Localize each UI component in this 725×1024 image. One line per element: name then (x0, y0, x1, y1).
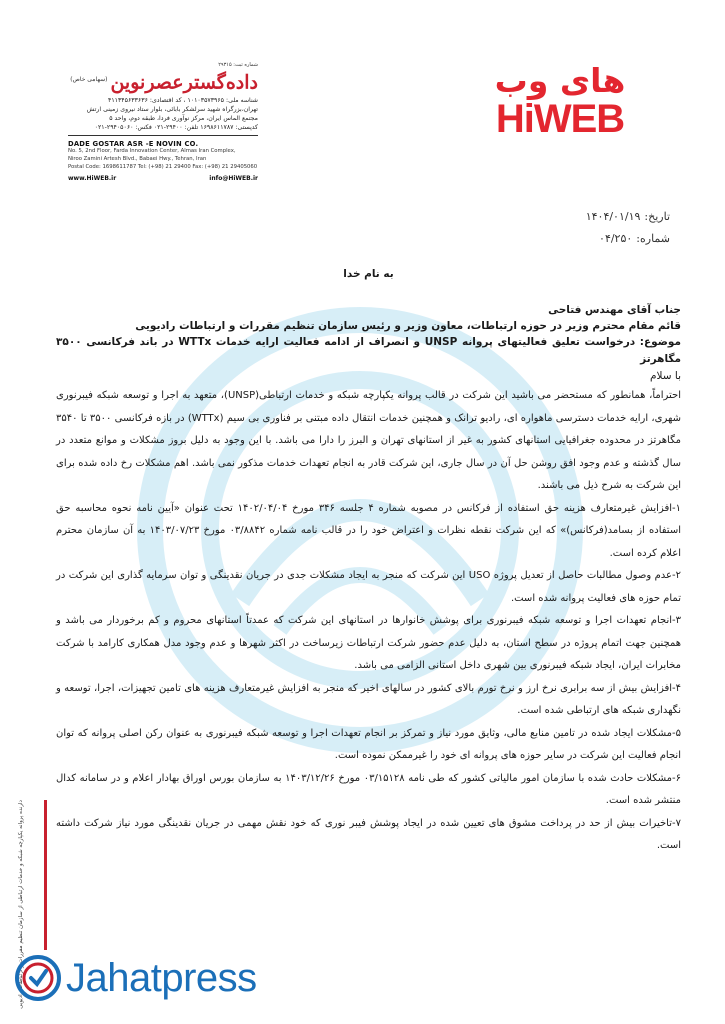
company-letterhead (68, 62, 258, 182)
company-name-fa (68, 69, 258, 93)
recipient-name: جناب آقای مهندس فتاحی (548, 304, 681, 316)
fa-line: شناسه ملی: ۱۰۱۰۳۵۷۳۹۶۵ ، کد اقتصادی: ۴۱۱۳۴۵۶۳۳۶۳۶ (108, 97, 258, 105)
number-label: شماره: (636, 232, 670, 245)
contact-row (68, 175, 258, 182)
letter-meta (586, 206, 670, 250)
date-row (586, 206, 670, 228)
list-item: ۶-مشکلات حادث شده با سازمان امور مالیاتی کشور که طی نامه ۰۳/۱۵۱۲۸ مورخ ۱۴۰۳/۱۲/۲۶ به سازمان بورس اوراق بهادار اعلام و در سامانه کدال منتشر شده است. (56, 772, 682, 806)
en-line: No. 5, 2nd Floor, Farda Innovation Center, Almas Iran Complex, (68, 148, 236, 155)
company-address-en (68, 148, 258, 171)
company-address-fa (68, 96, 258, 132)
en-line: Postal Code: 1698611787 Tel: (+98) 21 29400 Fax: (+98) 21 29405060 (68, 163, 258, 170)
company-name-en: DADE GOSTAR ASR -E NOVIN CO. (68, 140, 199, 149)
company-name-fa-text: داده‌گستر‌عصر‌نوین (110, 71, 258, 94)
side-note (18, 800, 48, 1009)
hiweb-logo (485, 61, 635, 141)
en-line: Niroo Zamini Artesh Blvd., Babaei Hwy., Tehran, Iran (68, 155, 207, 162)
fa-line: تهران،بزرگراه شهید سرلشکر بابائی، بلوار ستاد نیروی زمینی ارتش (86, 106, 258, 114)
logo-en-text: HiWEB (495, 97, 625, 141)
side-accent-bar (44, 800, 47, 950)
date-label: تاریخ: (644, 210, 670, 223)
basmala: به نام خدا (343, 268, 394, 280)
letter-subject: موضوع: درخواست تعلیق فعالیتهای پروانه UNSP و انصراف از ادامه فعالیت ارایه خدمات WTTx در باند فرکانسی ۳۵۰۰ مگاهرتز (56, 336, 681, 365)
number-value: ۰۴/۲۵۰ (599, 232, 633, 245)
jahatpress-text: Jahatpress (66, 956, 257, 1000)
greeting: با سلام (649, 370, 681, 382)
intro-paragraph: احتراماً، همانطور که مستحضر می باشید این شرکت در قالب پروانه یکپارچه شبکه و خدمات ارتباطی(UNSP)، متعهد به اجرا و توسعه شبکه فیبرنوری شهری، ارایه خدمات دسترسی ماهواره ای، رادیو ترانک و همچنین خدمات انتقال داده مبتنی بر فناوری بی سیم (WTTx) در بازه فرکانسی ۳۵۰۰ تا ۳۵۴۰ مگاهرتز در محدوده جغرافیایی استانهای کشور به غیر از استانهای تهران و البرز را دارا می باشد. با این وجود به دلیل بروز مشکلات و موانع متعدد در سال گذشته و عدم وجود افق روشن حل آن در سال جاری، این شرکت قادر به انجام تعهدات خدمات مذکور نمی باشد. اهم مشکلات رخ داده شده برای این شرکت به شرح ذیل می باشند. (56, 390, 682, 491)
list-item: ۵-مشکلات ایجاد شده در تامین منابع مالی، وثایق مورد نیاز و تمرکز بر انجام تعهدات اجرا و توسعه شبکه فیبرنوری به عنوان رکن اصلی پروانه که توان انجام فعالیت این شرکت در سایر حوزه های پروانه ای خود را غیرممکن نموده است. (56, 727, 681, 761)
website-link[interactable]: www.HiWEB.ir (68, 175, 117, 183)
divider (68, 135, 258, 136)
letter-body (56, 268, 681, 858)
date-value: ۱۴۰۴/۰۱/۱۹ (585, 210, 641, 223)
side-note-text: دارنده پروانه یکپارچه شبکه و خدمات ارتباطی از سازمان تنظیم مقررات و ارتباطات رادیویی (18, 800, 24, 1009)
jahatpress-icon (14, 954, 62, 1002)
registration-number: شماره ثبت: ۲۹۳۱۵ (218, 62, 258, 68)
fa-line: کدپستی: ۱۶۹۸۶۱۱۷۸۷ تلفن: ۲۹۴۰۰-۰۲۱ فکس: ۲۹۴۰۵۰۶۰-۰۲۱ (94, 124, 258, 132)
list-item: ۲-عدم وصول مطالبات حاصل از تعدیل پروژه USO این شرکت که منجر به ایجاد مشکلات جدی در جریان نقدینگی و توان سرمایه گذاری این شرکت در تمام حوزه های فعالیت پروانه شده است. (56, 570, 681, 604)
logo-fa-text: های وب (494, 61, 626, 100)
list-item: ۱-افزایش غیرمتعارف هزینه حق استفاده از فرکانس در مصوبه شماره ۴ جلسه ۳۴۶ مورخ ۱۴۰۲/۰۴/۰۴ تحت عنوان «آیین نامه نحوه محاسبه حق استفاده از بسامد(فرکانس)» که این شرکت نقطه نظرات و اعتراض خود را در قالب نامه شماره ۰۳/۸۸۴۲ مورخ ۱۴۰۳/۰۷/۲۳ به آن سازمان محترم اعلام کرده است. (56, 502, 681, 559)
list-item: ۳-انجام تعهدات اجرا و توسعه شبکه فیبرنوری برای پوشش خانوارها در استانهای این شرکت که عمدتاً استانهای محروم و کم برخوردار می باشد و همچنین جهت اتمام پروژه در سطح استان، به دلیل عدم حضور شرکت ارتباطات زیرساخت در اکثر شهرها و عدم وجود مدل همکاری کارامد با شرکت مخابرات ایران، ایجاد شبکه فیبرنوری بین شهری داخل استانی الزامی می باشد. (56, 615, 681, 671)
number-row (586, 228, 670, 250)
list-item: ۴-افزایش بیش از سه برابری نرخ ارز و نرخ تورم بالای کشور در سالهای اخیر که منجر به افزایش غیرمتعارف هزینه های تامین تجهیزات، اجرا، توسعه و نگهداری شبکه های ارتباطی شده است. (56, 682, 681, 716)
email-link[interactable]: info@HiWEB.ir (209, 175, 258, 183)
fa-line: مجتمع الماس ایران، مرکز نوآوری فردا، طبقه دوم، واحد ۵ (109, 115, 258, 123)
jahatpress-logo (14, 952, 257, 1004)
company-type: (سهامی خاص) (70, 76, 108, 83)
recipient-title: قائم مقام محترم وزیر در حوزه ارتباطات، معاون وزیر و رئیس سازمان تنظیم مقررات و ارتباطات رادیویی (135, 320, 681, 332)
list-item: ۷-تاخیرات بیش از حد در پرداخت مشوق های تعیین شده در ایجاد پوشش فیبر نوری که خود نقش مهمی در جریان نقدینگی مورد نیاز شرکت داشته است. (56, 817, 681, 851)
